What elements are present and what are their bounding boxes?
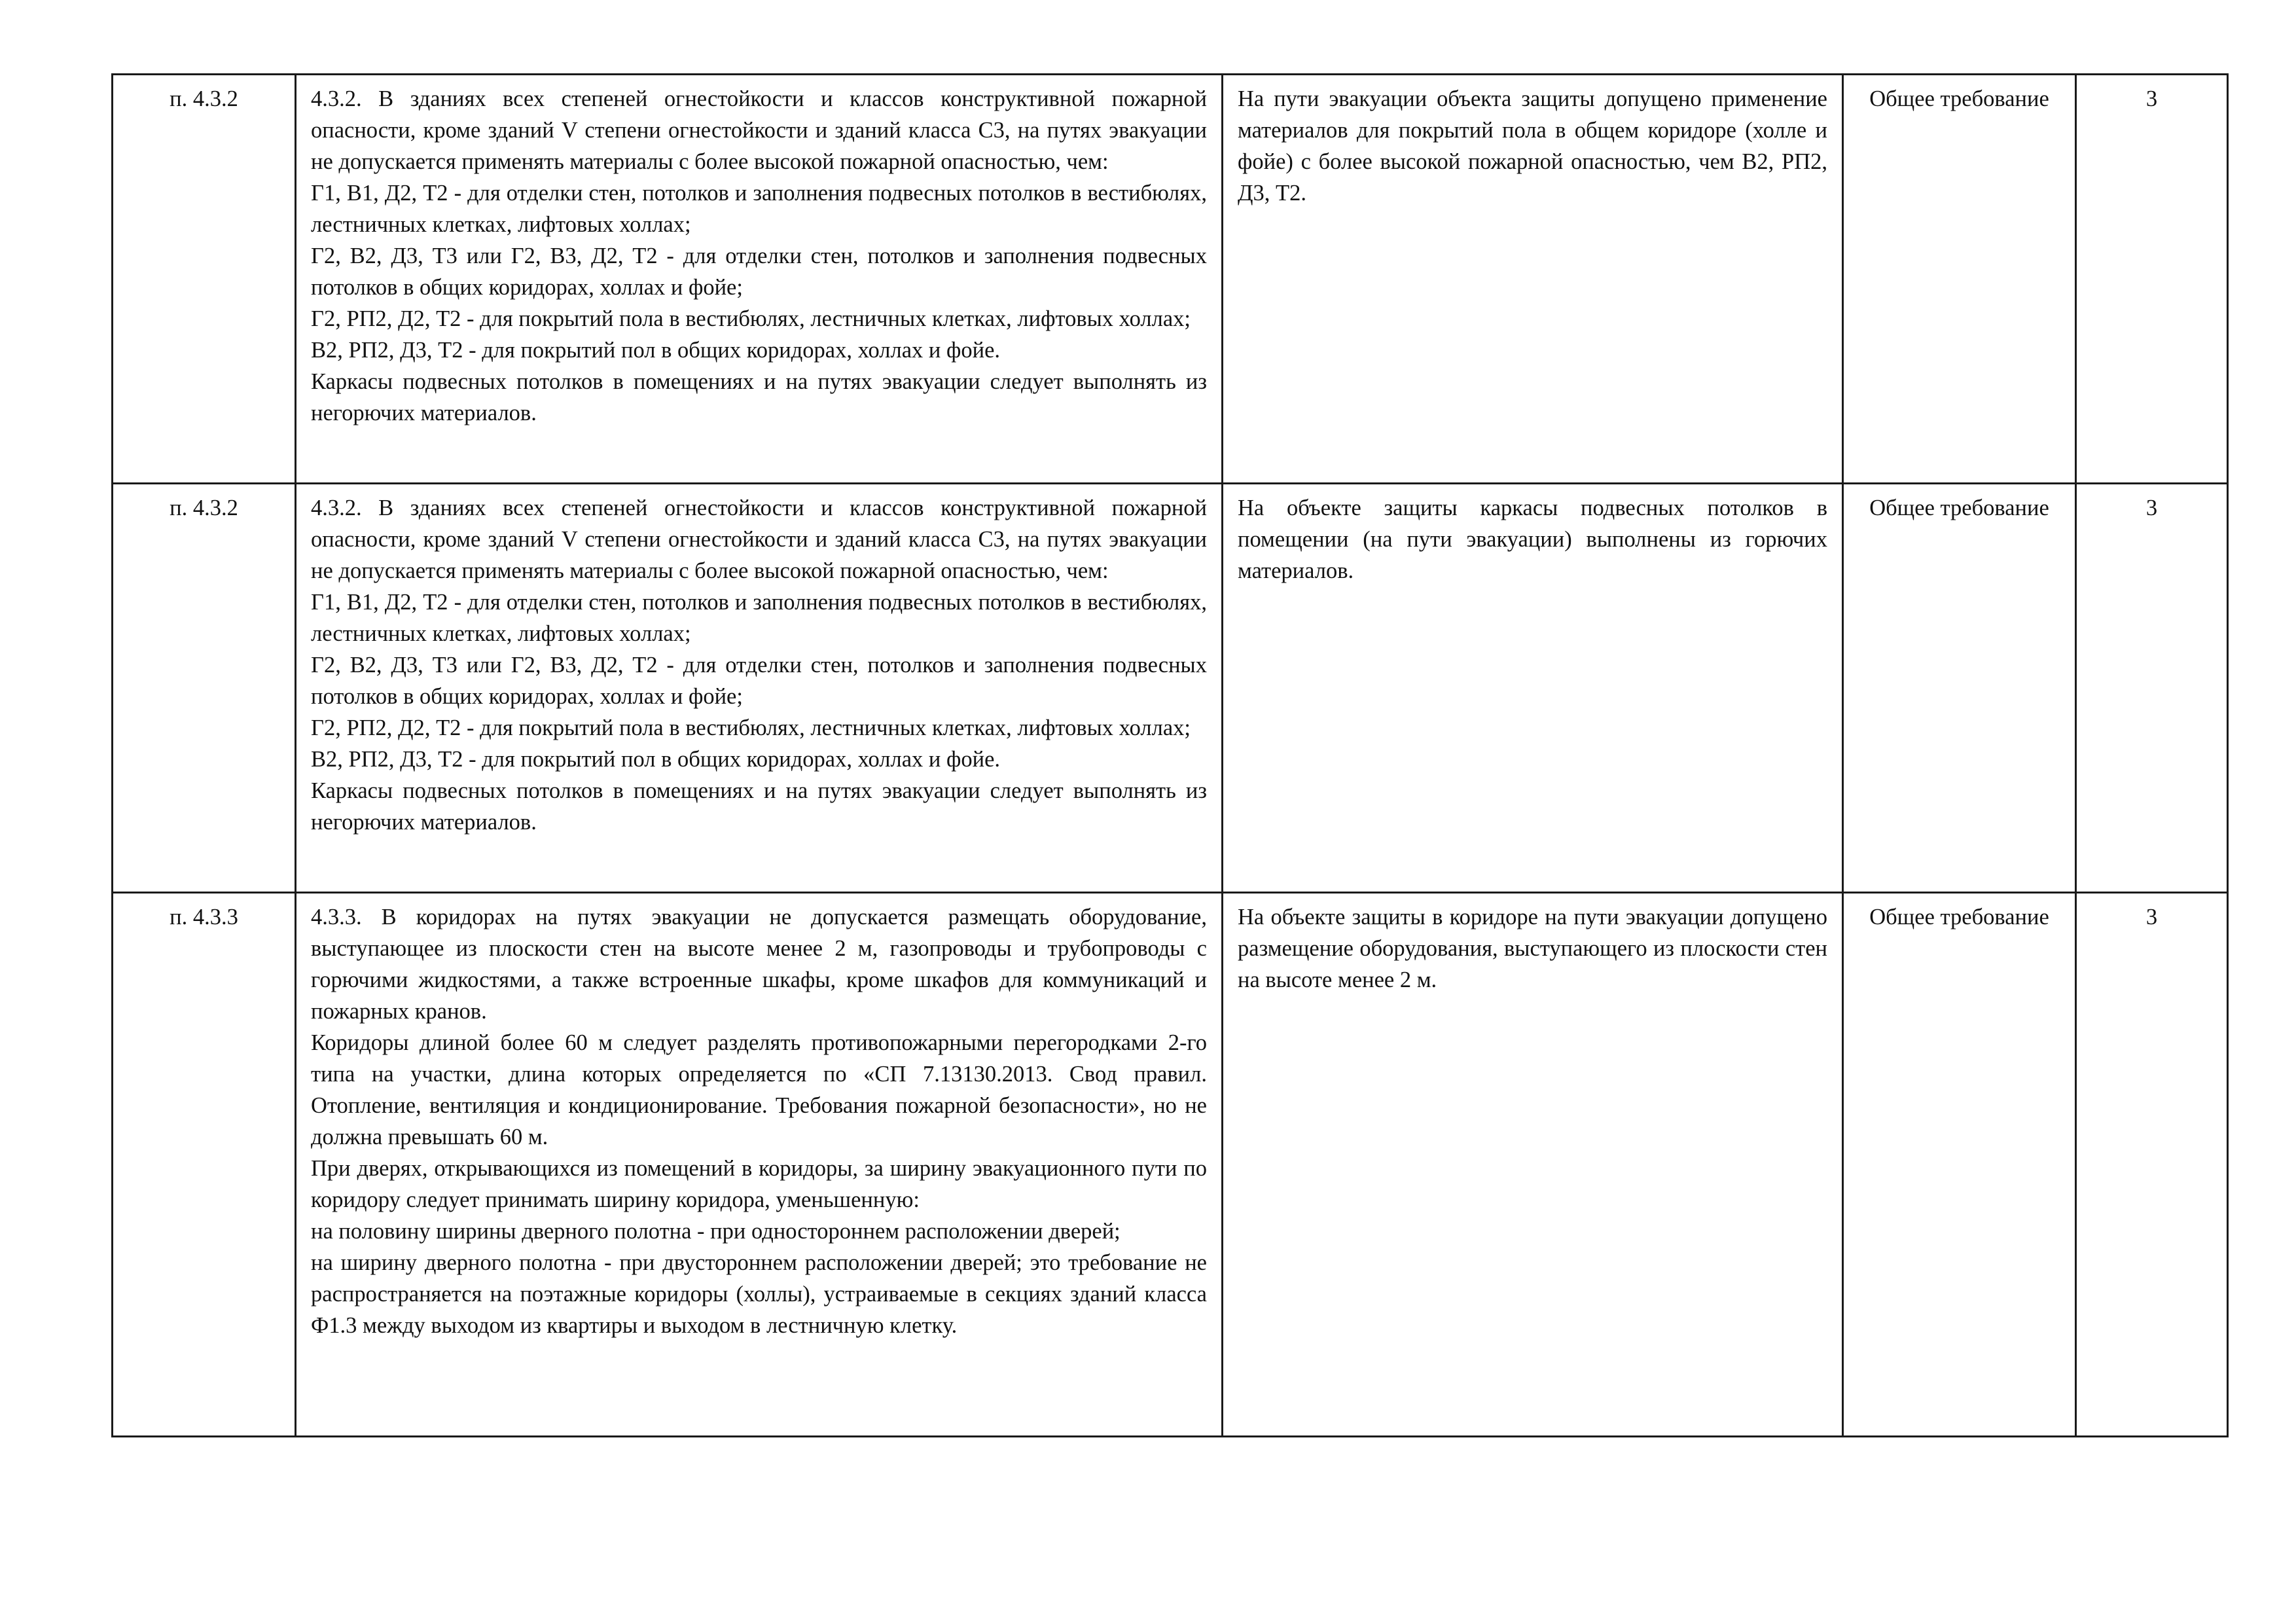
requirement-paragraph: Г1, В1, Д2, Т2 - для отделки стен, потолков и заполнения подвесных потолков в вестибюлях, лестничных клетках, лифтовых холлах;	[311, 590, 1207, 646]
requirement-paragraph: Каркасы подвесных потолков в помещениях и на путях эвакуации следует выполнять из негорючих материалов.	[311, 778, 1207, 835]
violation-cell: На пути эвакуации объекта защиты допущено применение материалов для покрытий пола в общем коридоре (холле и фойе) с более высокой пожарной опасностью, чем В2, РП2, Д3, Т2.	[1223, 75, 1843, 484]
requirement-paragraph: 4.3.2. В зданиях всех степеней огнестойкости и классов конструктивной пожарной опасности, кроме зданий V степени огнестойкости и зданий класса С3, на путях эвакуации не допускается применять материалы с более высокой пожарной опасностью, чем:	[311, 86, 1207, 174]
requirement-type-cell: Общее требование	[1843, 893, 2076, 1437]
requirement-paragraph: При дверях, открывающихся из помещений в коридоры, за ширину эвакуационного пути по коридору следует принимать ширину коридора, уменьшенную:	[311, 1156, 1207, 1212]
requirement-paragraph: 4.3.3. В коридорах на путях эвакуации не допускается размещать оборудование, выступающее из плоскости стен на высоте менее 2 м, газопроводы и трубопроводы с горючими жидкостями, а также встроенные шкафы, кроме шкафов для коммуникаций и пожарных кранов.	[311, 905, 1207, 1024]
requirement-paragraph: Г2, РП2, Д2, Т2 - для покрытий пола в вестибюлях, лестничных клетках, лифтовых холлах;	[311, 306, 1191, 331]
score-cell: 3	[2076, 893, 2228, 1437]
violation-cell: На объекте защиты в коридоре на пути эвакуации допущено размещение оборудования, выступающего из плоскости стен на высоте менее 2 м.	[1223, 893, 1843, 1437]
requirement-type-cell: Общее требование	[1843, 75, 2076, 484]
clause-ref-cell: п. 4.3.3	[113, 893, 296, 1437]
score-cell: 3	[2076, 75, 2228, 484]
requirement-paragraph: Коридоры длиной более 60 м следует разделять противопожарными перегородками 2-го типа на участки, длина которых определяется по «СП 7.13130.2013. Свод правил. Отопление, вентиляция и кондиционирование. Требования пожарной безопасности», но не должна превышать 60 м.	[311, 1030, 1207, 1149]
requirement-text-cell	[296, 484, 1223, 893]
table-row	[113, 893, 2228, 1437]
requirement-paragraph: Г2, В2, Д3, Т3 или Г2, В3, Д2, Т2 - для отделки стен, потолков и заполнения подвесных потолков в общих коридорах, холлах и фойе;	[311, 653, 1207, 709]
document-page	[111, 73, 2227, 1437]
score-cell: 3	[2076, 484, 2228, 893]
requirement-type-cell: Общее требование	[1843, 484, 2076, 893]
requirement-paragraph: В2, РП2, Д3, Т2 - для покрытий пол в общих коридорах, холлах и фойе.	[311, 747, 1001, 772]
requirement-paragraph: В2, РП2, Д3, Т2 - для покрытий пол в общих коридорах, холлах и фойе.	[311, 338, 1001, 363]
requirement-paragraph: Г1, В1, Д2, Т2 - для отделки стен, потолков и заполнения подвесных потолков в вестибюлях, лестничных клетках, лифтовых холлах;	[311, 181, 1207, 237]
requirement-paragraph: 4.3.2. В зданиях всех степеней огнестойкости и классов конструктивной пожарной опасности, кроме зданий V степени огнестойкости и зданий класса С3, на путях эвакуации не допускается применять материалы с более высокой пожарной опасностью, чем:	[311, 496, 1207, 583]
requirement-paragraph: Каркасы подвесных потолков в помещениях и на путях эвакуации следует выполнять из негорючих материалов.	[311, 369, 1207, 425]
table-row	[113, 75, 2228, 484]
requirement-paragraph: Г2, РП2, Д2, Т2 - для покрытий пола в вестибюлях, лестничных клетках, лифтовых холлах;	[311, 715, 1191, 740]
requirement-paragraph: на половину ширины дверного полотна - при одностороннем расположении дверей;	[311, 1219, 1121, 1244]
requirement-text-cell	[296, 75, 1223, 484]
requirement-paragraph: Г2, В2, Д3, Т3 или Г2, В3, Д2, Т2 - для отделки стен, потолков и заполнения подвесных потолков в общих коридорах, холлах и фойе;	[311, 244, 1207, 300]
requirement-text-cell	[296, 893, 1223, 1437]
requirements-table	[111, 73, 2229, 1437]
violation-cell: На объекте защиты каркасы подвесных потолков в помещении (на пути эвакуации) выполнены из горючих материалов.	[1223, 484, 1843, 893]
requirement-paragraph: на ширину дверного полотна - при двустороннем расположении дверей; это требование не распространяется на поэтажные коридоры (холлы), устраиваемые в секциях зданий класса Ф1.3 между выходом из квартиры и выходом в лестничную клетку.	[311, 1250, 1207, 1338]
table-row	[113, 484, 2228, 893]
clause-ref-cell: п. 4.3.2	[113, 484, 296, 893]
clause-ref-cell: п. 4.3.2	[113, 75, 296, 484]
